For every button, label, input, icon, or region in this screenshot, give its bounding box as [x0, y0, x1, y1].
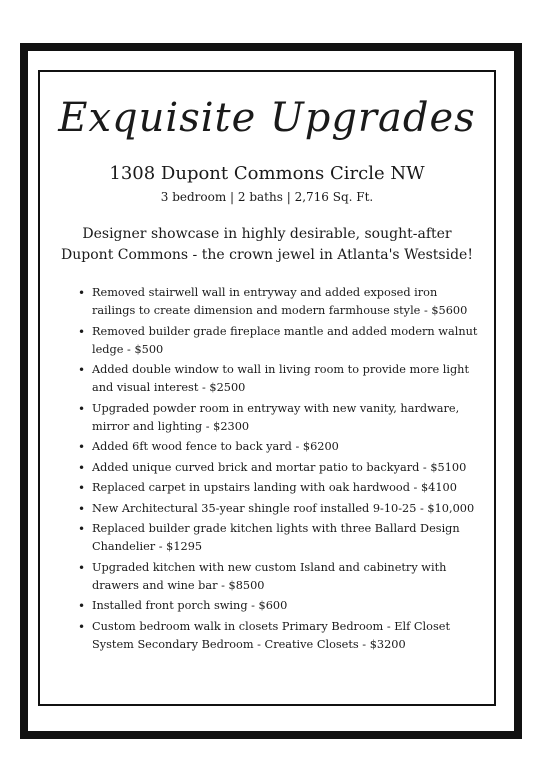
list-item	[60, 323, 480, 359]
property-specs: 3 bedroom | 2 baths | 2,716 Sq. Ft.	[160, 190, 374, 204]
upgrade-text: Custom bedroom walk in closets Primary Bedroom - Elf Closet System Secondary Bedroom - Creative Closets - $3200	[92, 619, 450, 651]
upgrade-text: Removed stairwell wall in entryway and added exposed iron railings to create dimension and modern farmhouse style - $5600	[92, 286, 468, 317]
bullet-icon: •	[78, 286, 86, 300]
list-item	[60, 500, 480, 518]
list-item	[60, 459, 480, 477]
bullet-icon: •	[78, 501, 86, 516]
list-item	[60, 618, 480, 654]
flyer-title: Exquisite Upgrades	[58, 95, 476, 141]
list-item	[60, 597, 480, 615]
bullet-icon: •	[78, 560, 86, 575]
list-item	[60, 479, 480, 497]
upgrade-text: Replaced builder grade kitchen lights with three Ballard Design Chandelier - $1295	[92, 522, 460, 553]
list-item	[60, 400, 480, 436]
upgrade-text: Replaced carpet in upstairs landing with oak hardwood - $4100	[92, 481, 457, 494]
list-item	[60, 284, 480, 320]
upgrade-text: Removed builder grade fireplace mantle and added modern walnut ledge - $500	[92, 324, 478, 356]
upgrade-text: Upgraded powder room in entryway with new vanity, hardware, mirror and lighting - $2300	[92, 401, 460, 433]
upgrade-text: Upgraded kitchen with new custom Island and cabinetry with drawers and wine bar - $8500	[92, 560, 447, 592]
bullet-icon: •	[78, 324, 86, 339]
list-item	[60, 520, 480, 556]
bullet-icon: •	[78, 460, 86, 475]
bullet-icon: •	[78, 599, 86, 613]
bullet-icon: •	[78, 619, 86, 634]
upgrade-text: Added double window to wall in living room to provide more light and visual interest - $2500	[92, 363, 470, 394]
upgrades-list	[60, 284, 480, 656]
list-item	[60, 559, 480, 595]
list-item	[60, 438, 480, 456]
bullet-icon: •	[78, 401, 86, 416]
bullet-icon: •	[78, 481, 86, 495]
tagline: Designer showcase in highly desirable, sought-after Dupont Commons - the crown jewel in Atlanta's Westside!	[61, 226, 473, 263]
upgrade-text: New Architectural 35-year shingle roof installed 9-10-25 - $10,000	[92, 501, 475, 515]
upgrade-text: Added 6ft wood fence to back yard - $6200	[92, 440, 339, 453]
upgrade-text: Added unique curved brick and mortar patio to backyard - $5100	[92, 460, 467, 474]
bullet-icon: •	[78, 363, 86, 377]
list-item	[60, 361, 480, 397]
bullet-icon: •	[78, 522, 86, 536]
property-address: 1308 Dupont Commons Circle NW	[109, 163, 425, 184]
bullet-icon: •	[78, 440, 86, 454]
upgrade-text: Installed front porch swing - $600	[92, 599, 288, 612]
